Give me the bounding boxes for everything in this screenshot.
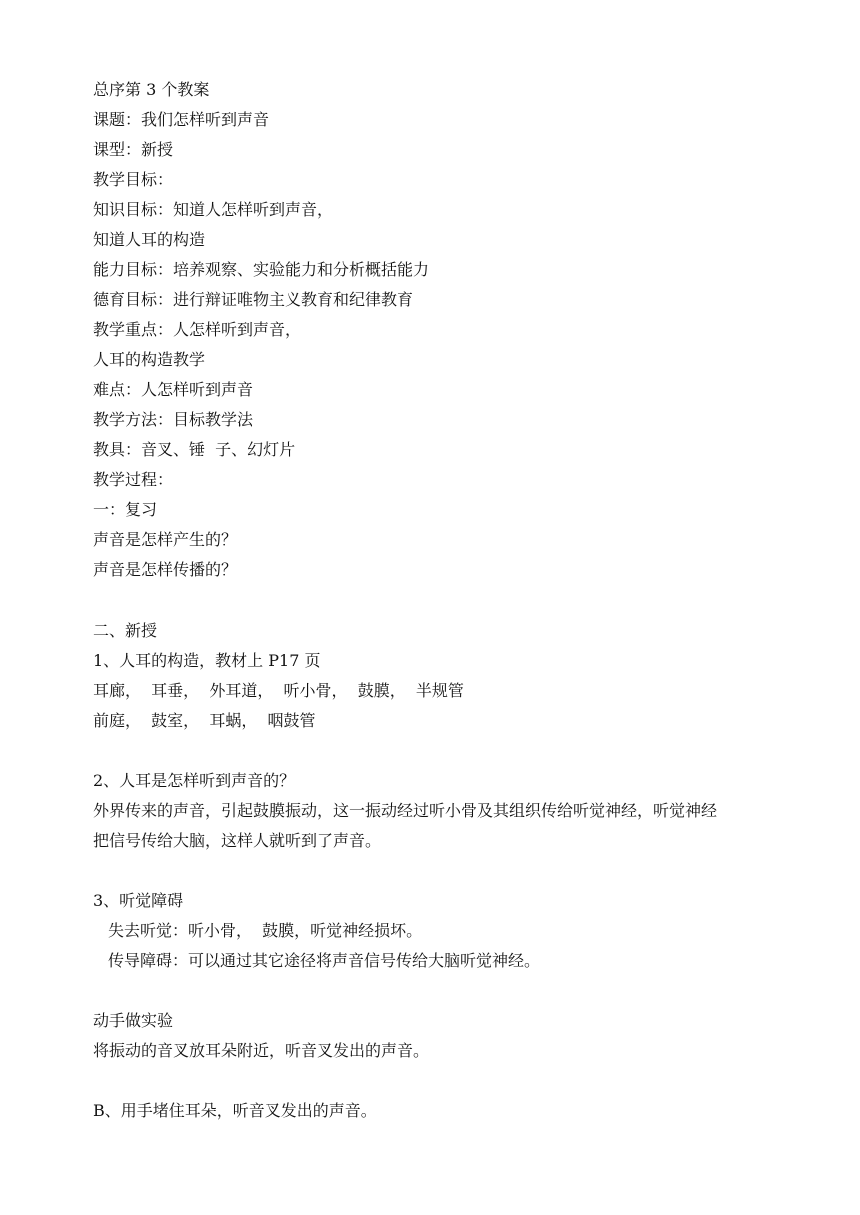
review-question-1: 声音是怎样产生的？ — [93, 530, 238, 549]
moral-goal: 德育目标：进行辩证唯物主义教育和纪律教育 — [93, 290, 414, 309]
hearing-loss-item: 失去听觉：听小骨， 鼓膜，听觉神经损坏。 — [108, 921, 423, 940]
hearing-process-text-continued: 把信号传给大脑，这样人就听到了声音。 — [93, 831, 382, 850]
key-point-continued: 人耳的构造教学 — [93, 350, 206, 369]
lesson-type: 课型：新授 — [93, 140, 174, 159]
knowledge-goal: 知识目标：知道人怎样听到声音， — [93, 200, 334, 219]
review-heading: 一：复习 — [93, 500, 158, 519]
ability-goal: 能力目标：培养观察、实验能力和分析概括能力 — [93, 260, 430, 279]
hearing-process-heading: 2、人耳是怎样听到声音的？ — [93, 771, 296, 790]
teaching-method: 教学方法：目标教学法 — [93, 410, 254, 429]
review-question-2: 声音是怎样传播的？ — [93, 560, 238, 579]
hearing-disorder-heading: 3、听觉障碍 — [93, 891, 184, 910]
ear-parts-row-2: 前庭， 鼓室， 耳蜗， 咽鼓管 — [93, 711, 316, 730]
ear-parts-row-1: 耳廊， 耳垂， 外耳道， 听小骨， 鼓膜， 半规管 — [93, 681, 464, 700]
teaching-process-heading: 教学过程： — [93, 470, 174, 489]
difficult-point: 难点：人怎样听到声音 — [93, 380, 254, 399]
key-point: 教学重点：人怎样听到声音， — [93, 320, 302, 339]
teaching-goals-heading: 教学目标： — [93, 170, 174, 189]
ear-structure-heading: 1、人耳的构造，教材上 P17 页 — [93, 651, 321, 670]
hearing-process-text: 外界传来的声音，引起鼓膜振动，这一振动经过听小骨及其组织传给听觉神经，听觉神经 — [93, 801, 718, 820]
experiment-heading: 动手做实验 — [93, 1011, 174, 1030]
lesson-topic: 课题：我们怎样听到声音 — [93, 110, 270, 129]
lesson-number: 总序第 3 个教案 — [93, 80, 210, 99]
conduction-disorder-item: 传导障碍：可以通过其它途径将声音信号传给大脑听觉神经。 — [108, 951, 541, 970]
teaching-aids: 教具：音叉、锤 子、幻灯片 — [93, 440, 296, 459]
experiment-step-b: B、用手堵住耳朵，听音叉发出的声音。 — [93, 1101, 377, 1120]
knowledge-goal-continued: 知道人耳的构造 — [93, 230, 206, 249]
experiment-step-a: 将振动的音叉放耳朵附近，听音叉发出的声音。 — [93, 1041, 430, 1060]
new-lesson-heading: 二、新授 — [93, 621, 158, 640]
